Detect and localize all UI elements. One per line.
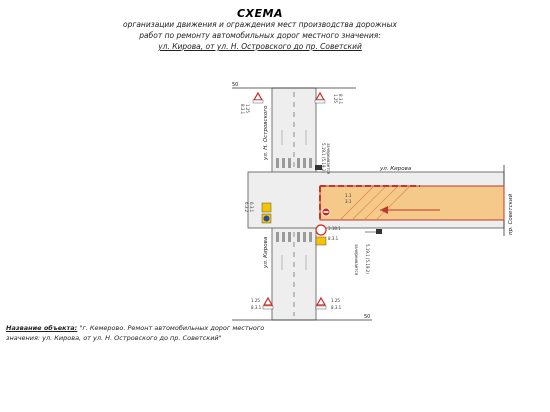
street-label-sovetsky: пр. Советский <box>508 193 514 235</box>
sign-bottom-left-num: 1.25 <box>251 298 260 303</box>
street-label-ostrovskogo: ул. Н. Островского <box>263 105 269 160</box>
right-traffic-light-icon <box>376 229 382 234</box>
sign-mid-right <box>316 225 341 245</box>
title-line-1: организации движения и ограждения мест производства дорожных <box>123 20 397 29</box>
sign-top-right <box>315 93 343 105</box>
roadwork-triangle-icon <box>317 298 325 305</box>
distance-bottom-right: 50 <box>364 314 371 320</box>
sign-top-right-sub: 8.3.1 <box>338 94 343 105</box>
sign-top-left-sub: 8.3.1 <box>240 104 245 115</box>
sign-mid-right-a: 3.18.1 <box>328 226 341 231</box>
title-line-2: работ по ремонту автомобильных дорог местного значения: <box>139 31 381 40</box>
title-line-3: ул. Кирова, от ул. Н. Островского до пр. Советский <box>158 42 362 51</box>
roadwork-triangle-icon <box>316 93 324 100</box>
top-note: 5.19.1 (5.19.2) <box>321 143 326 173</box>
object-label: Название объекта: <box>6 324 78 332</box>
sign-bottom-left <box>251 298 273 310</box>
sign-top-right-num: 1.25 <box>333 94 338 103</box>
sign-bottom-right-sub: 8.3.1 <box>331 305 342 310</box>
street-label-kirova-left: ул. Кирова <box>263 236 269 268</box>
zone-sign-b: 3.1 <box>345 199 352 204</box>
junction <box>273 173 315 227</box>
object-description <box>6 323 306 343</box>
sign-mid-left-a: 6.3.1 <box>249 202 254 213</box>
roadwork-triangle-icon <box>264 298 272 305</box>
sign-mid-right-b: 8.3.1 <box>328 236 339 241</box>
sign-bottom-right-num: 1.25 <box>331 298 340 303</box>
sign-bottom-right <box>316 298 342 310</box>
top-note-2: зачеркивается <box>326 143 331 175</box>
zone-sign-a: 1.1 <box>345 193 352 198</box>
no-entry-bar <box>324 211 329 213</box>
object-text-line-1: "г. Кемерово. Ремонт автомобильных дорог местного <box>79 324 265 332</box>
roadwork-triangle-icon <box>254 93 262 100</box>
scheme-title: СХЕМА <box>236 7 284 20</box>
traffic-light-icon <box>315 165 322 170</box>
sign-top-left <box>240 93 263 115</box>
distance-top-left: 50 <box>232 82 239 88</box>
object-text-line-2: значения: ул. Кирова, от ул. Н. Островского до пр. Советский" <box>6 334 222 342</box>
sign-mid-left-b: 6.3.2 <box>244 202 249 213</box>
sign-bottom-left-sub: 8.3.1 <box>251 305 262 310</box>
no-turn-sign-icon <box>316 225 326 235</box>
right-note: 5.19.1 (5.19.2) <box>365 244 370 274</box>
street-label-kirova-top: ул. Кирова <box>380 166 412 172</box>
right-note-2: зачеркивается <box>354 244 359 276</box>
sign-top-left-num: 1.25 <box>245 104 250 113</box>
